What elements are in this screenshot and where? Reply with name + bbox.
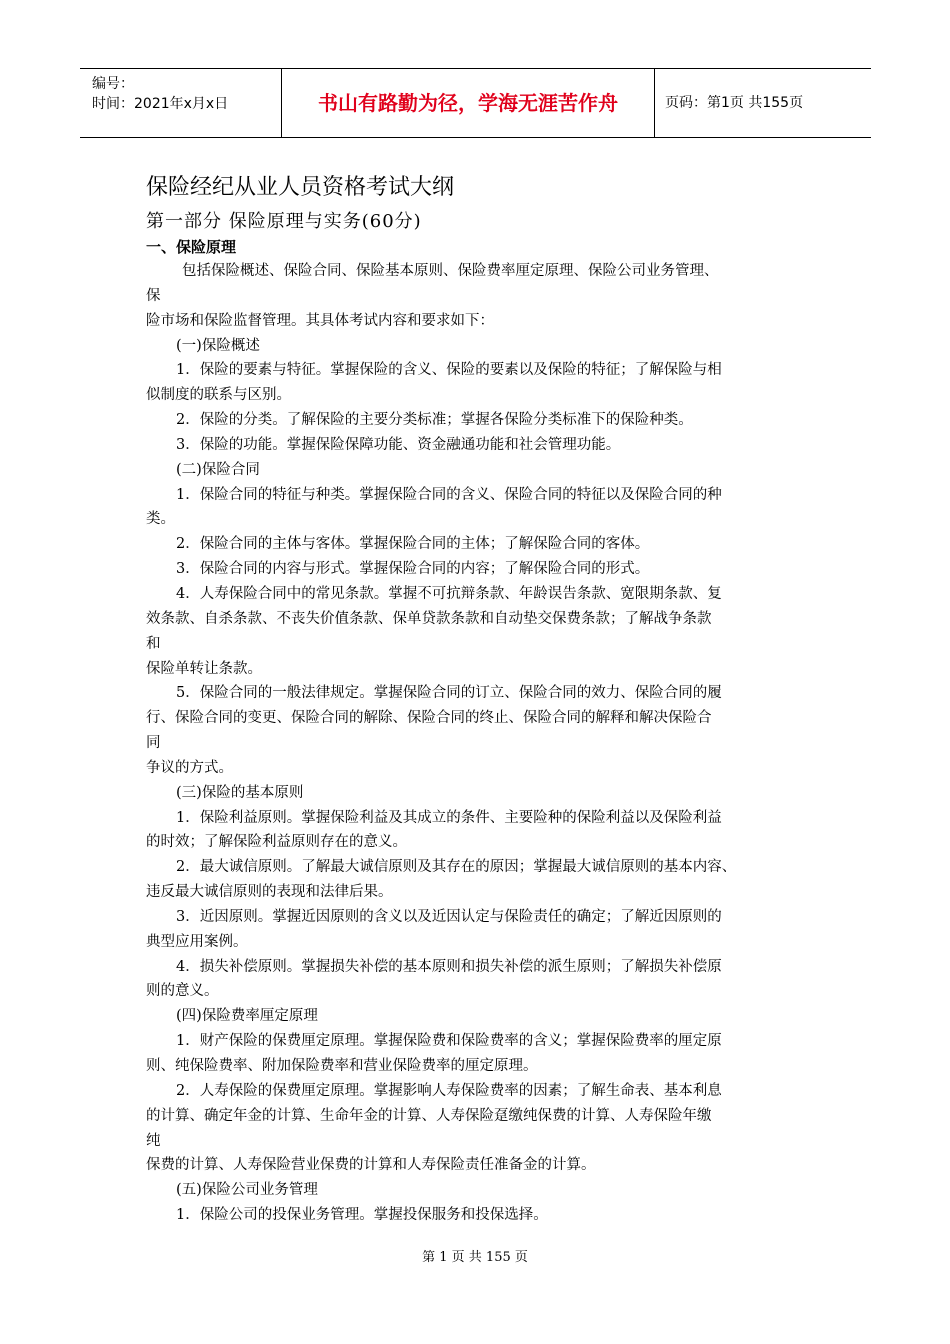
body-line: (三)保险的基本原则 — [176, 784, 304, 801]
body-line: 1．保险公司的投保业务管理。掌握投保服务和投保选择。 — [176, 1207, 548, 1224]
body-line: 4．人寿保险合同中的常见条款。掌握不可抗辩条款、年龄误告条款、宽限期条款、复 — [176, 585, 722, 602]
body-line: 行、保险合同的变更、保险合同的解除、保险合同的终止、保险合同的解释和解决保险合 — [146, 710, 712, 727]
header-meta-cell — [80, 69, 282, 137]
body-line: 险市场和保险监督管理。其具体考试内容和要求如下： — [146, 312, 494, 329]
body-line: 1．财产保险的保费厘定原理。掌握保险费和保险费率的含义；掌握保险费率的厘定原 — [176, 1033, 722, 1050]
body-line: 5．保险合同的一般法律规定。掌握保险合同的订立、保险合同的效力、保险合同的履 — [176, 685, 722, 702]
part-heading: 第一部分 保险原理与实务(60分) — [146, 211, 422, 232]
body-line: 保 — [146, 287, 161, 304]
page-info: 页码：第1页 共155页 — [665, 95, 804, 111]
body-line: 和 — [146, 635, 161, 652]
motto: 书山有路勤为径，学海无涯苦作舟 — [282, 69, 655, 137]
body-line: (二)保险合同 — [176, 461, 260, 478]
body-line: 保险单转让条款。 — [146, 660, 262, 677]
body-line: 则、纯保险费率、附加保险费率和营业保险费率的厘定原理。 — [146, 1058, 538, 1074]
document-body — [146, 259, 826, 1228]
body-line: 2．人寿保险的保费厘定原理。掌握影响人寿保险费率的因素；了解生命表、基本利息 — [176, 1082, 722, 1099]
body-line: 争议的方式。 — [146, 759, 233, 776]
body-line: 保费的计算、人寿保险营业保费的计算和人寿保险责任准备金的计算。 — [146, 1157, 596, 1174]
body-line: 则的意义。 — [146, 983, 219, 1000]
body-line: (一)保险概述 — [176, 337, 260, 354]
body-line: 2．保险合同的主体与客体。掌握保险合同的主体；了解保险合同的客体。 — [176, 536, 650, 553]
section-heading: 一、保险原理 — [146, 238, 237, 256]
body-line: 1．保险的要素与特征。掌握保险的含义、保险的要素以及保险的特征；了解保险与相 — [176, 362, 722, 379]
document-title: 保险经纪从业人员资格考试大纲 — [146, 175, 455, 200]
body-line: 4．损失补偿原则。掌握损失补偿的基本原则和损失补偿的派生原则；了解损失补偿原 — [176, 958, 722, 975]
body-line: 包括保险概述、保险合同、保险基本原则、保险费率厘定原理、保险公司业务管理、 — [182, 263, 719, 279]
body-line: 典型应用案例。 — [146, 933, 248, 950]
body-line: 2．保险的分类。了解保险的主要分类标准；掌握各保险分类标准下的保险种类。 — [176, 412, 693, 429]
body-line: 3．保险的功能。掌握保险保障功能、资金融通功能和社会管理功能。 — [176, 436, 621, 453]
body-line: 3．近因原则。掌握近因原则的含义以及近因认定与保险责任的确定；了解近因原则的 — [176, 908, 722, 925]
header-table — [80, 68, 871, 138]
body-line: (四)保险费率厘定原理 — [176, 1008, 318, 1025]
body-line: 违反最大诚信原则的表现和法律后果。 — [146, 884, 393, 901]
body-line: 1．保险利益原则。掌握保险利益及其成立的条件、主要险种的保险利益以及保险利益 — [176, 809, 722, 826]
body-line: 的计算、确定年金的计算、生命年金的计算、人寿保险趸缴纯保费的计算、人寿保险年缴 — [146, 1107, 712, 1124]
page-footer: 第 1 页 共 155 页 — [422, 1250, 528, 1265]
body-line: 1．保险合同的特征与种类。掌握保险合同的含义、保险合同的特征以及保险合同的种 — [176, 486, 722, 503]
body-line: 3．保险合同的内容与形式。掌握保险合同的内容；了解保险合同的形式。 — [176, 561, 650, 578]
body-line: 同 — [146, 735, 161, 752]
body-line: 纯 — [146, 1132, 161, 1149]
body-line: 类。 — [146, 511, 175, 528]
number-label: 编号： — [92, 76, 134, 92]
time-label: 时间：2021年x月x日 — [92, 96, 229, 112]
body-line: 2．最大诚信原则。了解最大诚信原则及其存在的原因；掌握最大诚信原则的基本内容、 — [176, 859, 737, 876]
body-line: (五)保险公司业务管理 — [176, 1182, 318, 1199]
body-line: 似制度的联系与区别。 — [146, 387, 291, 404]
body-line: 效条款、自杀条款、不丧失价值条款、保单贷款条款和自动垫交保费条款；了解战争条款 — [146, 610, 712, 627]
body-line: 的时效；了解保险利益原则存在的意义。 — [146, 834, 407, 851]
